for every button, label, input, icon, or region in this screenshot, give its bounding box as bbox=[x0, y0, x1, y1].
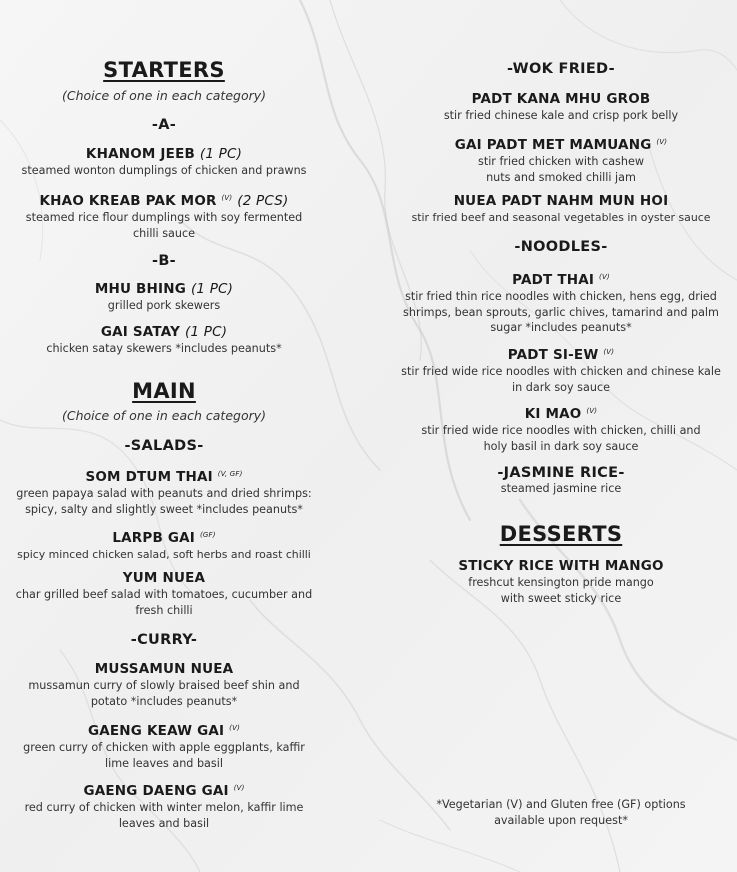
dietary-tag: (V) bbox=[603, 348, 615, 356]
dietary-tag: (V) bbox=[229, 724, 241, 732]
menu-item-sticky-rice-with-mango bbox=[398, 557, 724, 606]
section-title-desserts: DESSERTS bbox=[499, 522, 623, 546]
item-desc: stir fried beef and seasonal vegetables in oyster sauce bbox=[411, 211, 711, 224]
menu-item-som-dtum-thai bbox=[0, 465, 328, 517]
item-name: KI MAO $^{(V)}$ bbox=[524, 406, 598, 422]
menu-item-gaeng-daeng-gai bbox=[0, 779, 328, 831]
item-name: NUEA PADT NAHM MUN HOI bbox=[453, 193, 669, 209]
dietary-tag: (V) bbox=[586, 407, 598, 415]
dietary-tag: (V) bbox=[599, 273, 610, 281]
item-name: PADT KANA MHU GROB bbox=[471, 91, 651, 107]
item-desc: grilled pork skewers bbox=[107, 299, 221, 312]
group-label-jasmine-rice: -JASMINE RICE- bbox=[497, 465, 625, 481]
item-name: MUSSAMUN NUEA bbox=[94, 661, 234, 677]
dietary-tag: (V, GF) bbox=[217, 470, 243, 478]
menu-item-gai-satay bbox=[0, 323, 328, 357]
group-label-wok-fried: -WOK FRIED- bbox=[507, 61, 615, 77]
section-title-main: MAIN bbox=[132, 379, 196, 403]
menu-item-jasmine-rice bbox=[398, 465, 724, 497]
item-name: KHAO KREAB PAK MOR $^{(V)}$ (2 PCS) bbox=[39, 193, 289, 209]
item-name: LARPB GAI $^{(GF)}$ bbox=[112, 530, 216, 546]
item-desc: freshcut kensington pride mango with sweet sticky rice bbox=[468, 576, 654, 605]
item-desc: mussamun curry of slowly braised beef shin and potato *includes peanuts* bbox=[28, 679, 300, 708]
footnote: *Vegetarian (V) and Gluten free (GF) options available upon request* bbox=[436, 798, 686, 827]
section-title-starters: STARTERS bbox=[103, 58, 225, 82]
menu-item-gaeng-keaw-gai bbox=[0, 719, 328, 771]
menu-item-khanom-jeeb bbox=[0, 145, 328, 179]
starters-choice-note: (Choice of one in each category) bbox=[61, 88, 267, 103]
group-label-curry: -CURRY- bbox=[130, 632, 198, 648]
item-name: GAI SATAY (1 PC) bbox=[100, 324, 228, 340]
menu-item-khao-kreab-pak-mor bbox=[0, 189, 328, 241]
group-label-noodles: -NOODLES- bbox=[514, 239, 608, 255]
menu-item-larpb-gai bbox=[0, 526, 328, 563]
menu-item-ki-mao bbox=[398, 402, 724, 454]
item-name: GAENG DAENG GAI $^{(V)}$ bbox=[83, 783, 245, 799]
item-name: GAENG KEAW GAI $^{(V)}$ bbox=[87, 723, 241, 739]
dietary-tag: (V) bbox=[221, 194, 233, 202]
item-name: SOM DTUM THAI $^{(V, GF)}$ bbox=[85, 469, 243, 485]
item-desc: red curry of chicken with winter melon, kaffir lime leaves and basil bbox=[24, 801, 304, 830]
item-name: PADT SI-EW $^{(V)}$ bbox=[507, 347, 615, 363]
menu-item-nuea-padt-nahm-mun-hoi bbox=[398, 192, 724, 226]
group-label-a: -A- bbox=[151, 117, 177, 133]
main-choice-note: (Choice of one in each category) bbox=[61, 408, 267, 423]
item-desc: steamed jasmine rice bbox=[500, 482, 622, 495]
dietary-tag: (GF) bbox=[199, 531, 216, 539]
item-name: PADT THAI $^{(V)}$ bbox=[512, 272, 610, 288]
item-desc: steamed wonton dumplings of chicken and prawns bbox=[21, 164, 307, 177]
item-desc: steamed rice flour dumplings with soy fermented chilli sauce bbox=[25, 211, 303, 240]
dietary-tag: (V) bbox=[656, 138, 668, 146]
menu-item-yum-nuea bbox=[0, 569, 328, 618]
item-name: STICKY RICE WITH MANGO bbox=[458, 558, 664, 574]
menu-item-mussamun-nuea bbox=[0, 660, 328, 709]
item-desc: spicy minced chicken salad, soft herbs and roast chilli bbox=[17, 548, 311, 561]
item-desc: green curry of chicken with apple eggplants, kaffir lime leaves and basil bbox=[23, 741, 305, 770]
menu-item-gai-padt-met-mamuang bbox=[398, 133, 724, 185]
item-name: YUM NUEA bbox=[122, 570, 206, 586]
item-desc: stir fried chinese kale and crisp pork belly bbox=[443, 109, 679, 122]
item-desc: char grilled beef salad with tomatoes, cucumber and fresh chilli bbox=[15, 588, 313, 617]
item-name: MHU BHING (1 PC) bbox=[94, 281, 234, 297]
item-desc: stir fried wide rice noodles with chicken and chinese kale in dark soy sauce bbox=[401, 365, 721, 394]
item-name: KHANOM JEEB (1 PC) bbox=[85, 146, 243, 162]
group-label-salads: -SALADS- bbox=[124, 438, 204, 454]
dietary-tag: (V) bbox=[233, 784, 245, 792]
item-desc: stir fried thin rice noodles with chicken, hens egg, dried shrimps, bean sprouts, garlic chives, tamarind and palm sugar *includes peanuts* bbox=[403, 290, 719, 334]
menu-item-padt-si-ew bbox=[398, 343, 724, 395]
item-desc: stir fried wide rice noodles with chicken, chilli and holy basil in dark soy sauce bbox=[421, 424, 701, 453]
item-desc: stir fried chicken with cashew nuts and smoked chilli jam bbox=[477, 155, 645, 184]
group-label-b: -B- bbox=[152, 253, 176, 269]
item-desc: green papaya salad with peanuts and dried shrimps: spicy, salty and slightly sweet *includes peanuts* bbox=[16, 487, 312, 516]
item-name: GAI PADT MET MAMUANG $^{(V)}$ bbox=[454, 137, 668, 153]
menu-item-padt-thai bbox=[398, 268, 724, 336]
item-desc: chicken satay skewers *includes peanuts* bbox=[46, 342, 282, 355]
menu-item-mhu-bhing bbox=[0, 280, 328, 314]
menu-item-padt-kana-mhu-grob bbox=[398, 90, 724, 124]
